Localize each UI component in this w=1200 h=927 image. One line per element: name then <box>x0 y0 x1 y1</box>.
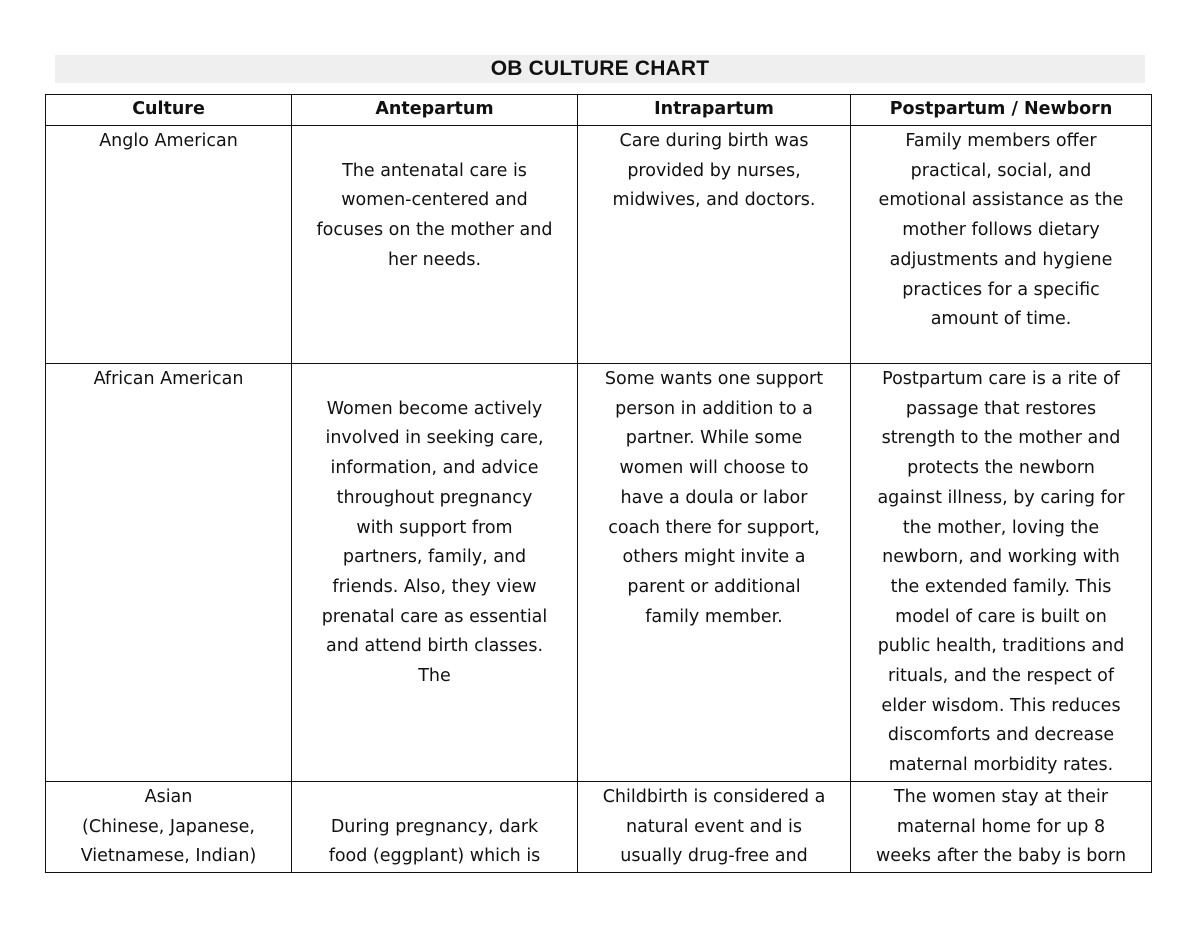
table-row <box>46 364 1152 782</box>
table-header-row <box>46 95 1152 126</box>
cell-intrapartum <box>578 781 851 872</box>
header-culture: Culture <box>46 95 292 126</box>
header-antepartum: Antepartum <box>292 95 578 126</box>
cell-text: Care during birth was provided by nurses, midwives, and doctors. <box>612 131 816 211</box>
cell-text: The antenatal care is women-centered and focuses on the mother and her needs. <box>316 160 553 270</box>
cell-text: Anglo American <box>99 131 238 151</box>
cell-culture <box>46 364 292 782</box>
cell-culture <box>46 781 292 872</box>
cell-text: Some wants one support person in addition to a partner. While some women will choose to have a doula or labor coach there for support, others might invite a parent or additional family member. <box>604 369 824 627</box>
cell-postpartum <box>851 364 1152 782</box>
cell-culture <box>46 126 292 364</box>
cell-intrapartum <box>578 126 851 364</box>
cell-text: Women become actively involved in seeking care, information, and advice throughout pregnancy with support from partners, family, and friends. Also, they view prenatal care as essential and attend birth classes. The <box>321 398 548 687</box>
header-intrapartum: Intrapartum <box>578 95 851 126</box>
table-row <box>46 781 1152 872</box>
page-title: OB CULTURE CHART <box>490 57 710 80</box>
cell-text: During pregnancy, dark food (eggplant) which is <box>328 816 541 867</box>
table-row <box>46 126 1152 364</box>
cell-antepartum <box>292 364 578 782</box>
cell-postpartum <box>851 126 1152 364</box>
cell-intrapartum <box>578 364 851 782</box>
cell-text: Asian (Chinese, Japanese, Vietnamese, Indian) <box>80 786 257 867</box>
cell-text: Family members offer practical, social, and emotional assistance as the mother follows dietary adjustments and hygiene practices for a specific amount of time. <box>878 131 1124 330</box>
cell-antepartum <box>292 126 578 364</box>
cell-text: The women stay at their maternal home for up 8 weeks after the baby is born <box>875 786 1127 867</box>
cell-postpartum <box>851 781 1152 872</box>
cell-antepartum <box>292 781 578 872</box>
cell-text: Postpartum care is a rite of passage that restores strength to the mother and protects the newborn against illness, by caring for the mother, loving the newborn, and working with the extended family. This model of care is built on public health, traditions and rituals, and the respect of elder wisdom. This reduces discomforts and decrease maternal morbidity rates. <box>877 369 1125 776</box>
header-postpartum-newborn: Postpartum / Newborn <box>851 95 1152 126</box>
culture-chart-table <box>45 94 1152 873</box>
cell-text: African American <box>93 369 244 389</box>
cell-text: Childbirth is considered a natural event and is usually drug-free and <box>602 786 826 867</box>
title-band <box>55 55 1145 83</box>
